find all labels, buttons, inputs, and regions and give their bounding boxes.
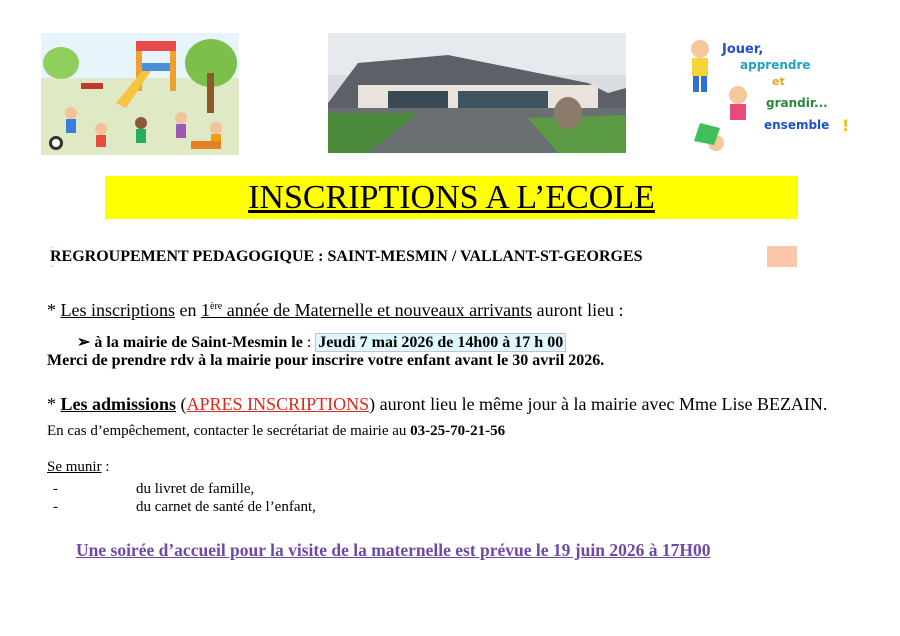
- apres-inscriptions: APRES INSCRIPTIONS: [186, 394, 370, 414]
- empechement-line: [47, 423, 505, 440]
- logo-text-excl: !: [842, 116, 850, 135]
- jouer-apprendre-logo: [680, 33, 860, 159]
- admissions-text: ) auront lieu le même jour à la mairie avec Mme Lise BEZAIN.: [369, 394, 828, 414]
- list-dash: -: [53, 499, 58, 515]
- regroupement-banner: [45, 246, 797, 267]
- arrow-icon: ➢: [77, 334, 91, 351]
- regroupement-text: REGROUPEMENT PEDAGOGIQUE : SAINT-MESMIN / VALLANT-ST-GEORGES: [45, 248, 643, 265]
- inscriptions-text: en: [175, 300, 201, 320]
- munir-line: Se munir :: [47, 459, 110, 475]
- empechement-text: En cas d’empêchement, contacter le secrétariat de mairie au: [47, 423, 411, 439]
- inscription-date: Jeudi 7 mai 2026 de 14h00 à 17 h 00: [315, 333, 566, 352]
- list-item-text: du carnet de santé de l’enfant,: [136, 499, 316, 515]
- list-item: [53, 481, 58, 498]
- logo-text-grandir: grandir...: [766, 96, 828, 110]
- mairie-line: ➢ à la mairie de Saint-Mesmin le : Jeudi 7 mai 2026 de 14h00 à 17 h 00: [77, 332, 566, 352]
- inscriptions-label: Les inscriptions: [60, 300, 175, 320]
- school-building-photo: [328, 33, 626, 153]
- bullet-star: *: [47, 300, 61, 320]
- munir-label: Se munir: [47, 459, 102, 475]
- admissions-label: Les admissions: [60, 394, 177, 414]
- inscriptions-text-end: auront lieu :: [532, 300, 624, 320]
- logo-text-ensemble: ensemble: [764, 118, 830, 132]
- admissions-line: * Les admissions (APRES INSCRIPTIONS) auront lieu le même jour à la mairie avec Mme Lise BEZAIN.: [47, 394, 828, 414]
- page-title: INSCRIPTIONS A L’ECOLE: [248, 179, 655, 216]
- phone-number: 03-25-70-21-56: [410, 423, 506, 439]
- rdv-line: Merci de prendre rdv à la mairie pour inscrire votre enfant avant le 30 avril 2026.: [47, 352, 605, 369]
- bullet-star: *: [47, 394, 61, 414]
- logo-text-et: et: [772, 75, 785, 88]
- list-dash: -: [53, 481, 58, 497]
- soiree-announcement: Une soirée d’accueil pour la visite de la maternelle est prévue le 19 juin 2026 à 17H00: [76, 540, 711, 560]
- logo-text-jouer: Jouer,: [722, 42, 764, 57]
- list-item-text: du livret de famille,: [136, 481, 255, 497]
- inscriptions-line: [47, 300, 624, 321]
- title-banner: [105, 176, 798, 219]
- premiere-annee: 1ère année de Maternelle et nouveaux arrivants: [201, 300, 533, 320]
- list-item: [53, 499, 58, 516]
- logo-text-apprendre: apprendre: [740, 58, 811, 72]
- playground-illustration: [41, 33, 239, 155]
- mairie-text: à la mairie de Saint-Mesmin le: [90, 334, 303, 351]
